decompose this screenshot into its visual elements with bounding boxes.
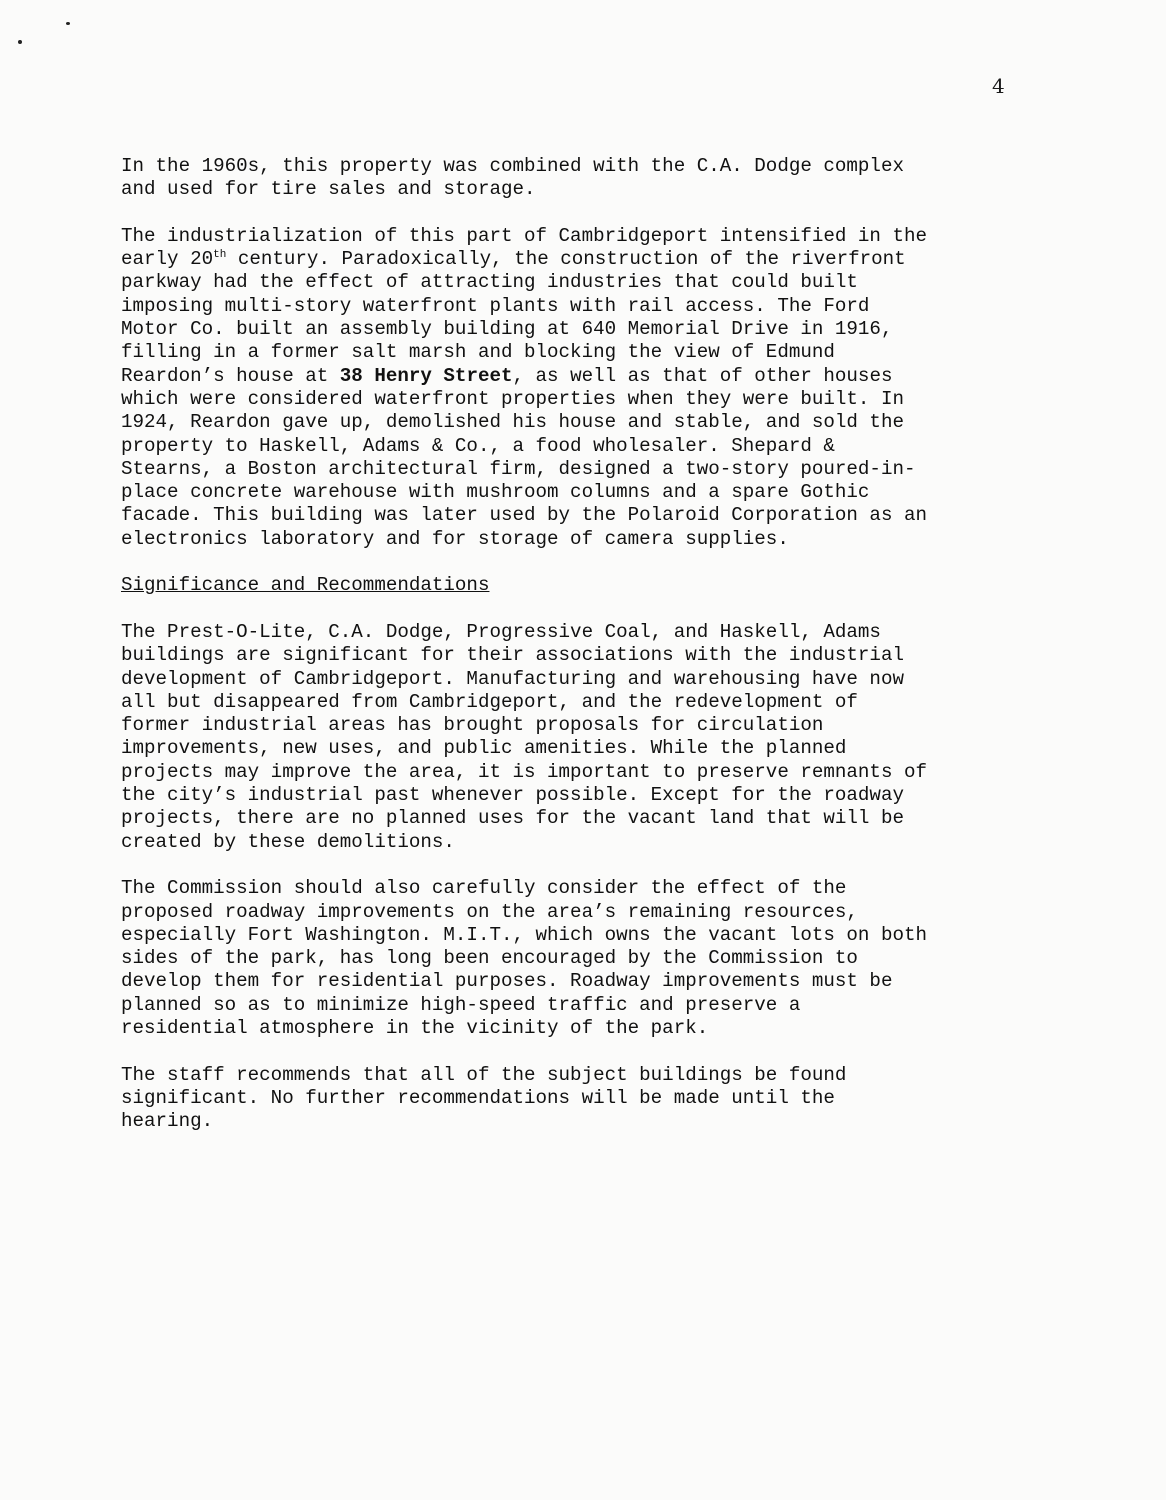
text-line bbox=[121, 248, 1021, 271]
text-line: the city’s industrial past whenever possible. Except for the roadway bbox=[121, 784, 904, 807]
text-line: In the 1960s, this property was combined with the C.A. Dodge complex bbox=[121, 155, 904, 177]
text-line: significant. No further recommendations will be made until the bbox=[121, 1086, 835, 1109]
text-line: place concrete warehouse with mushroom columns and a spare Gothic bbox=[121, 481, 870, 504]
text-line: facade. This building was later used by the Polaroid Corporation as an bbox=[121, 504, 928, 527]
paragraph bbox=[121, 155, 1021, 202]
section-heading bbox=[121, 574, 1021, 597]
text-line: buildings are significant for their associations with the industrial bbox=[121, 644, 904, 667]
text-line: and used for tire sales and storage. bbox=[121, 178, 536, 201]
scan-speck bbox=[66, 22, 70, 25]
text-line: created by these demolitions. bbox=[121, 830, 455, 853]
text-line: imposing multi-story waterfront plants with rail access. The Ford bbox=[121, 294, 870, 317]
text-line: residential atmosphere in the vicinity of the park. bbox=[121, 1016, 709, 1039]
text-fragment: Reardon’s house at bbox=[121, 364, 340, 387]
text-line: hearing. bbox=[121, 1110, 214, 1133]
paragraph bbox=[121, 877, 1021, 1040]
text-line: parkway had the effect of attracting industries that could built bbox=[121, 271, 858, 294]
text-line: The industrialization of this part of Cambridgeport intensified in the bbox=[121, 224, 928, 247]
text-fragment: , as well as that of other houses bbox=[512, 364, 893, 387]
text-fragment: early 20 bbox=[121, 248, 214, 271]
text-line: filling in a former salt marsh and blocking the view of Edmund bbox=[121, 341, 835, 364]
page-number: 4 bbox=[992, 74, 1005, 98]
text-line: develop them for residential purposes. Roadway improvements must be bbox=[121, 970, 893, 993]
text-line: Stearns, a Boston architectural firm, designed a two-story poured-in- bbox=[121, 457, 916, 480]
text-line bbox=[121, 365, 1021, 388]
paragraph bbox=[121, 1064, 1021, 1134]
text-line: projects, there are no planned uses for the vacant land that will be bbox=[121, 807, 904, 830]
paragraph bbox=[121, 621, 1021, 854]
text-line: property to Haskell, Adams & Co., a food wholesaler. Shepard & bbox=[121, 434, 835, 457]
text-line: The staff recommends that all of the subject buildings be found bbox=[121, 1063, 847, 1086]
text-line: sides of the park, has long been encouraged by the Commission to bbox=[121, 947, 858, 970]
text-line: planned so as to minimize high-speed traffic and preserve a bbox=[121, 993, 801, 1016]
text-line: improvements, new uses, and public amenities. While the planned bbox=[121, 737, 847, 760]
text-fragment: century. Paradoxically, the construction of the riverfront bbox=[226, 248, 906, 271]
text-line: former industrial areas has brought proposals for circulation bbox=[121, 714, 824, 737]
section-heading-text: Significance and Recommendations bbox=[121, 574, 490, 597]
text-line: projects may improve the area, it is important to preserve remnants of bbox=[121, 760, 928, 783]
text-line: The Commission should also carefully consider the effect of the bbox=[121, 877, 847, 900]
text-line: especially Fort Washington. M.I.T., which owns the vacant lots on both bbox=[121, 923, 928, 946]
street-address: 38 Henry Street bbox=[339, 364, 513, 387]
paragraph bbox=[121, 225, 1021, 551]
text-line: 1924, Reardon gave up, demolished his house and stable, and sold the bbox=[121, 411, 904, 434]
superscript: th bbox=[213, 249, 227, 262]
text-line: The Prest-O-Lite, C.A. Dodge, Progressive Coal, and Haskell, Adams bbox=[121, 620, 881, 643]
text-line: electronics laboratory and for storage of camera supplies. bbox=[121, 527, 789, 550]
text-line: all but disappeared from Cambridgeport, and the redevelopment of bbox=[121, 690, 858, 713]
document-body bbox=[121, 155, 1021, 1133]
text-line: development of Cambridgeport. Manufacturing and warehousing have now bbox=[121, 667, 904, 690]
scan-speck bbox=[18, 40, 22, 44]
text-line: proposed roadway improvements on the area’s remaining resources, bbox=[121, 900, 858, 923]
text-line: which were considered waterfront properties when they were built. In bbox=[121, 387, 904, 410]
text-line: Motor Co. built an assembly building at 640 Memorial Drive in 1916, bbox=[121, 318, 893, 341]
